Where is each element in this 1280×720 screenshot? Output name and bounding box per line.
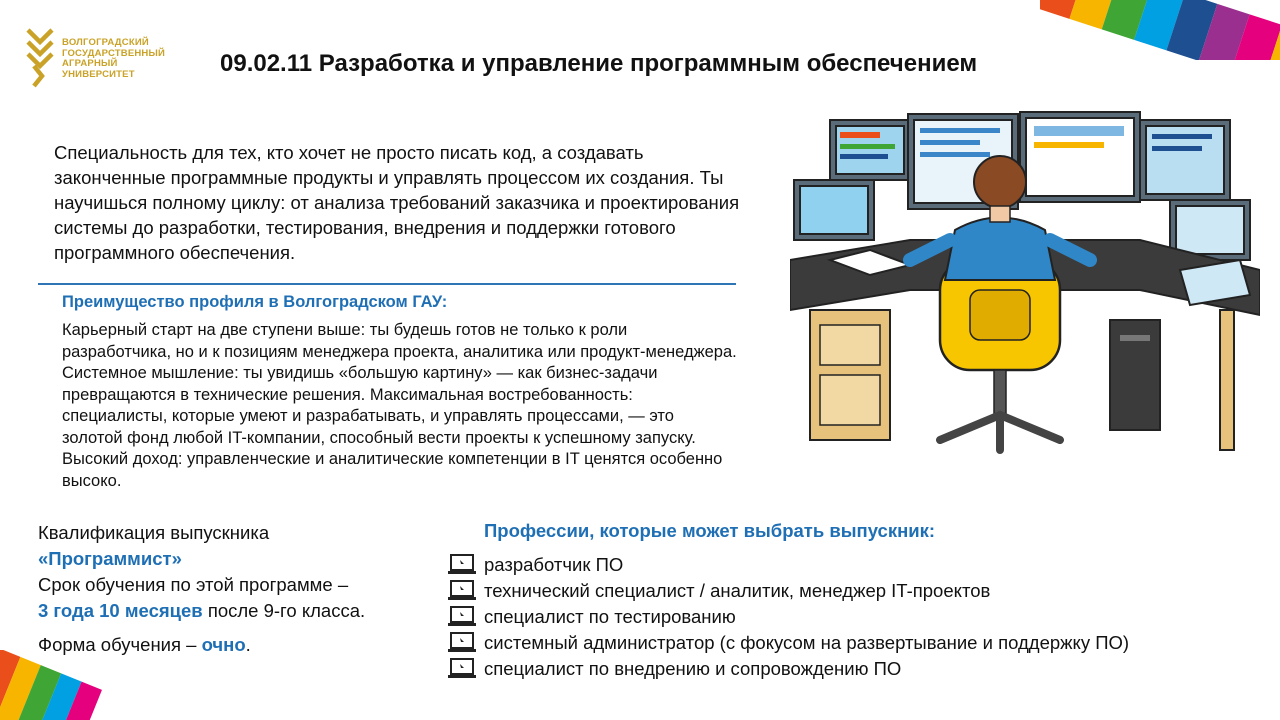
- advantage-paragraph: Карьерный старт на две ступени выше: ты будешь готов не только к роли разработчика, но и к позициям менеджера проекта, аналитика или продукт-менеджера. Системное мышление: ты увидишь «большую картину» — как бизнес-задачи превращаются в технические решения. Максимальная востребованность: специалисты, которые умеют и разрабатывать, и управлять процессами, — это золотой фонд любой IT-компании, способный вести проекты к успешному запуску. Высокий доход: управленческие и аналитические компетенции в IT ценятся особенно высоко.: [62, 321, 737, 490]
- professions-heading: Профессии, которые может выбрать выпускник:: [484, 520, 936, 541]
- section-divider: [38, 283, 736, 285]
- profession-label: системный администратор (с фокусом на развертывание и поддержку ПО): [484, 632, 1130, 653]
- professions-list: [446, 552, 1129, 682]
- form-value: очно: [201, 634, 246, 655]
- list-item: [446, 604, 1129, 630]
- logo-mark-icon: [24, 28, 60, 90]
- advantage-heading: Преимущество профиля в Волгоградском ГАУ:: [62, 293, 448, 311]
- page-title: 09.02.11 Разработка и управление программным обеспечением: [220, 50, 978, 77]
- chair-base: [940, 415, 1060, 450]
- duration-value: 3 года 10 месяцев: [38, 600, 203, 621]
- logo-text: [62, 38, 165, 80]
- profession-label: специалист по тестированию: [484, 606, 736, 627]
- profession-label: специалист по внедрению и сопровождению ПО: [484, 658, 902, 679]
- profession-label: разработчик ПО: [484, 554, 624, 575]
- programmer-workstation-illustration: [790, 110, 1260, 470]
- form-suffix: .: [245, 634, 251, 655]
- logo-line: ГОСУДАРСТВЕННЫЙ: [62, 47, 166, 59]
- form-label: Форма обучения –: [38, 634, 197, 655]
- monitor-icon: [1020, 112, 1140, 202]
- monitor-icon: [830, 120, 910, 180]
- list-item: [446, 552, 1129, 578]
- person-body: [945, 218, 1055, 281]
- duration-label: Срок обучения по этой программе –: [38, 574, 349, 595]
- profession-label: технический специалист / аналитик, менеджер IT-проектов: [484, 580, 991, 601]
- intro-paragraph: Специальность для тех, кто хочет не просто писать код, а создавать законченные программные продукты и управлять процессом их создания. Ты научишься полному циклу: от анализа требований заказчика и проектирования системы до разработки, тестирования, внедрения и поддержки готового программного обеспечения.: [54, 142, 740, 263]
- person-head: [974, 156, 1026, 208]
- laptop-icon: [446, 631, 478, 655]
- monitor-icon: [794, 180, 874, 240]
- list-item: [446, 630, 1129, 656]
- laptop-icon: [446, 553, 478, 577]
- qualification-block: [38, 520, 438, 666]
- laptop-icon: [446, 605, 478, 629]
- logo-line: ВОЛГОГРАДСКИЙ: [62, 37, 149, 48]
- list-item: [446, 578, 1129, 604]
- logo-line: АГРАРНЫЙ: [62, 58, 118, 69]
- laptop-icon: [446, 579, 478, 603]
- desk-leg: [1220, 310, 1234, 450]
- qualification-value: «Программист»: [38, 548, 182, 569]
- stripes-top-graphic: [1040, 0, 1280, 60]
- logo-line: УНИВЕРСИТЕТ: [62, 68, 135, 80]
- corner-stripes-top: [1040, 0, 1280, 60]
- qualification-label: Квалификация выпускника: [38, 522, 270, 543]
- duration-suffix: после 9-го класса.: [207, 600, 366, 621]
- laptop-icon: [446, 657, 478, 681]
- monitor-icon: [1140, 120, 1230, 200]
- list-item: [446, 656, 1129, 682]
